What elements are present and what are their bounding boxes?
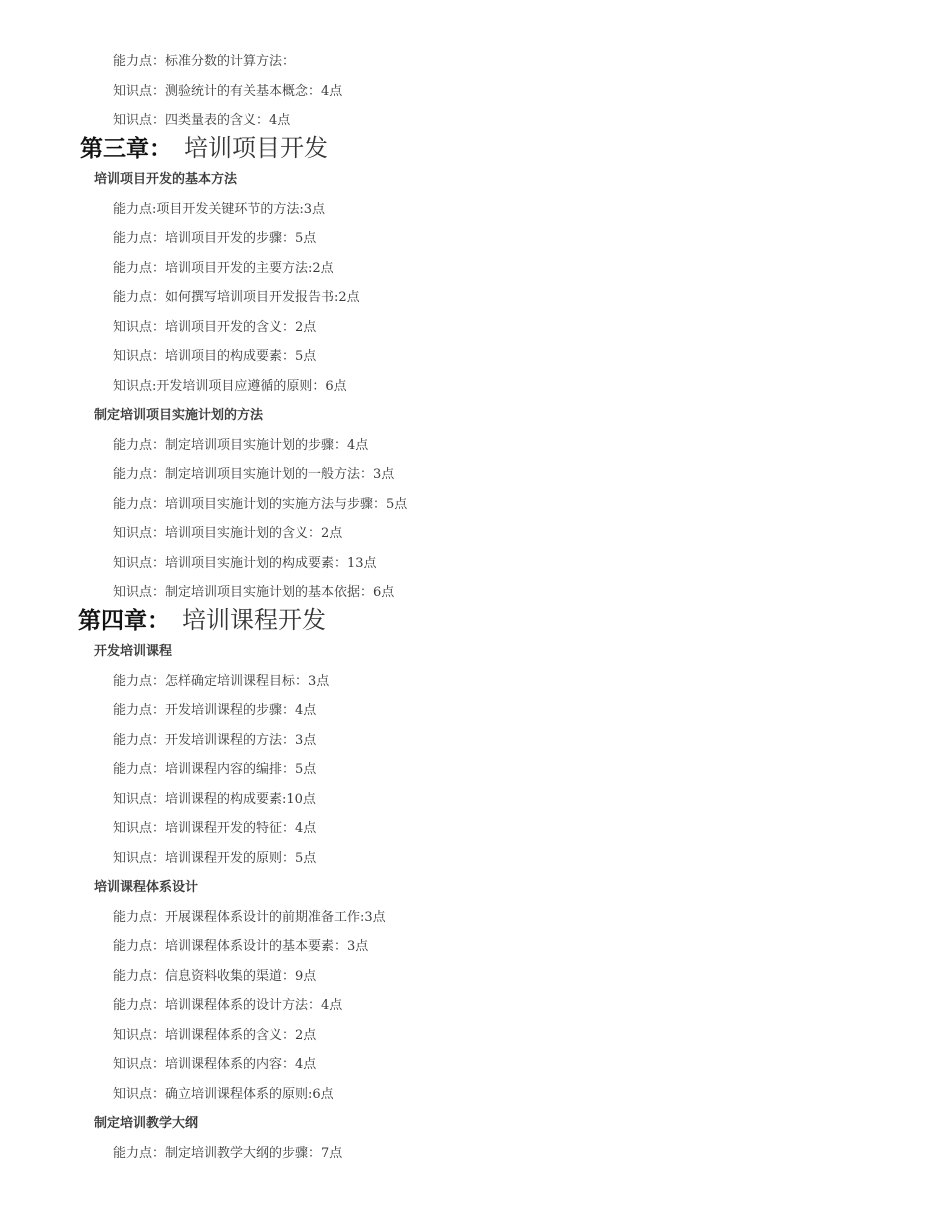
item-line: 知识点：培训项目的构成要素：5点 (113, 349, 317, 364)
item-line: 能力点：培训项目开发的步骤：5点 (113, 231, 317, 246)
item-line: 能力点：怎样确定培训课程目标：3点 (113, 674, 330, 689)
item-line: 知识点：培训课程开发的原则：5点 (113, 851, 317, 866)
chapter-title: 培训项目开发 (184, 134, 328, 162)
item-line: 知识点：培训项目实施计划的含义：2点 (113, 526, 343, 541)
chapter-heading (80, 133, 328, 166)
item-line: 知识点：测验统计的有关基本概念：4点 (113, 84, 343, 99)
item-line: 能力点：信息资料收集的渠道：9点 (113, 969, 317, 984)
item-line: 能力点：培训课程体系设计的基本要素：3点 (113, 939, 369, 954)
item-line: 能力点：开发培训课程的步骤：4点 (113, 703, 317, 718)
item-line: 知识点：制定培训项目实施计划的基本依据：6点 (113, 585, 395, 600)
item-line: 能力点：培训项目开发的主要方法:2点 (113, 261, 334, 276)
item-line: 能力点：培训项目实施计划的实施方法与步骤：5点 (113, 497, 408, 512)
item-line: 能力点：制定培训教学大纲的步骤：7点 (113, 1146, 343, 1161)
item-line: 能力点：制定培训项目实施计划的一般方法：3点 (113, 467, 395, 482)
section-heading: 开发培训课程 (94, 644, 173, 659)
item-line: 知识点：培训课程开发的特征：4点 (113, 821, 317, 836)
item-line: 能力点：培训课程内容的编排：5点 (113, 762, 317, 777)
item-line: 知识点：培训课程的构成要素:10点 (113, 792, 316, 807)
item-line: 知识点:开发培训项目应遵循的原则：6点 (113, 379, 347, 394)
item-line: 能力点：制定培训项目实施计划的步骤：4点 (113, 438, 369, 453)
item-line: 能力点：开展课程体系设计的前期准备工作:3点 (113, 910, 386, 925)
item-line: 知识点：培训项目实施计划的构成要素：13点 (113, 556, 377, 571)
chapter-label: 第四章： (78, 607, 170, 634)
item-line: 知识点：培训项目开发的含义：2点 (113, 320, 317, 335)
item-line: 能力点：如何撰写培训项目开发报告书:2点 (113, 290, 360, 305)
chapter-label: 第三章： (80, 135, 172, 162)
item-line: 能力点:项目开发关键环节的方法:3点 (113, 202, 326, 217)
section-heading: 制定培训教学大纲 (94, 1116, 199, 1131)
item-line: 能力点：培训课程体系的设计方法：4点 (113, 998, 343, 1013)
section-heading: 培训课程体系设计 (94, 880, 199, 895)
item-line: 知识点：四类量表的含义：4点 (113, 113, 291, 128)
chapter-title: 培训课程开发 (182, 606, 326, 634)
item-line: 知识点：培训课程体系的内容：4点 (113, 1057, 317, 1072)
section-heading: 培训项目开发的基本方法 (94, 172, 238, 187)
item-line: 知识点：培训课程体系的含义：2点 (113, 1028, 317, 1043)
item-line: 能力点：标准分数的计算方法： (113, 54, 296, 69)
section-heading: 制定培训项目实施计划的方法 (94, 408, 264, 423)
chapter-heading (78, 605, 326, 638)
item-line: 能力点：开发培训课程的方法：3点 (113, 733, 317, 748)
item-line: 知识点：确立培训课程体系的原则:6点 (113, 1087, 334, 1102)
